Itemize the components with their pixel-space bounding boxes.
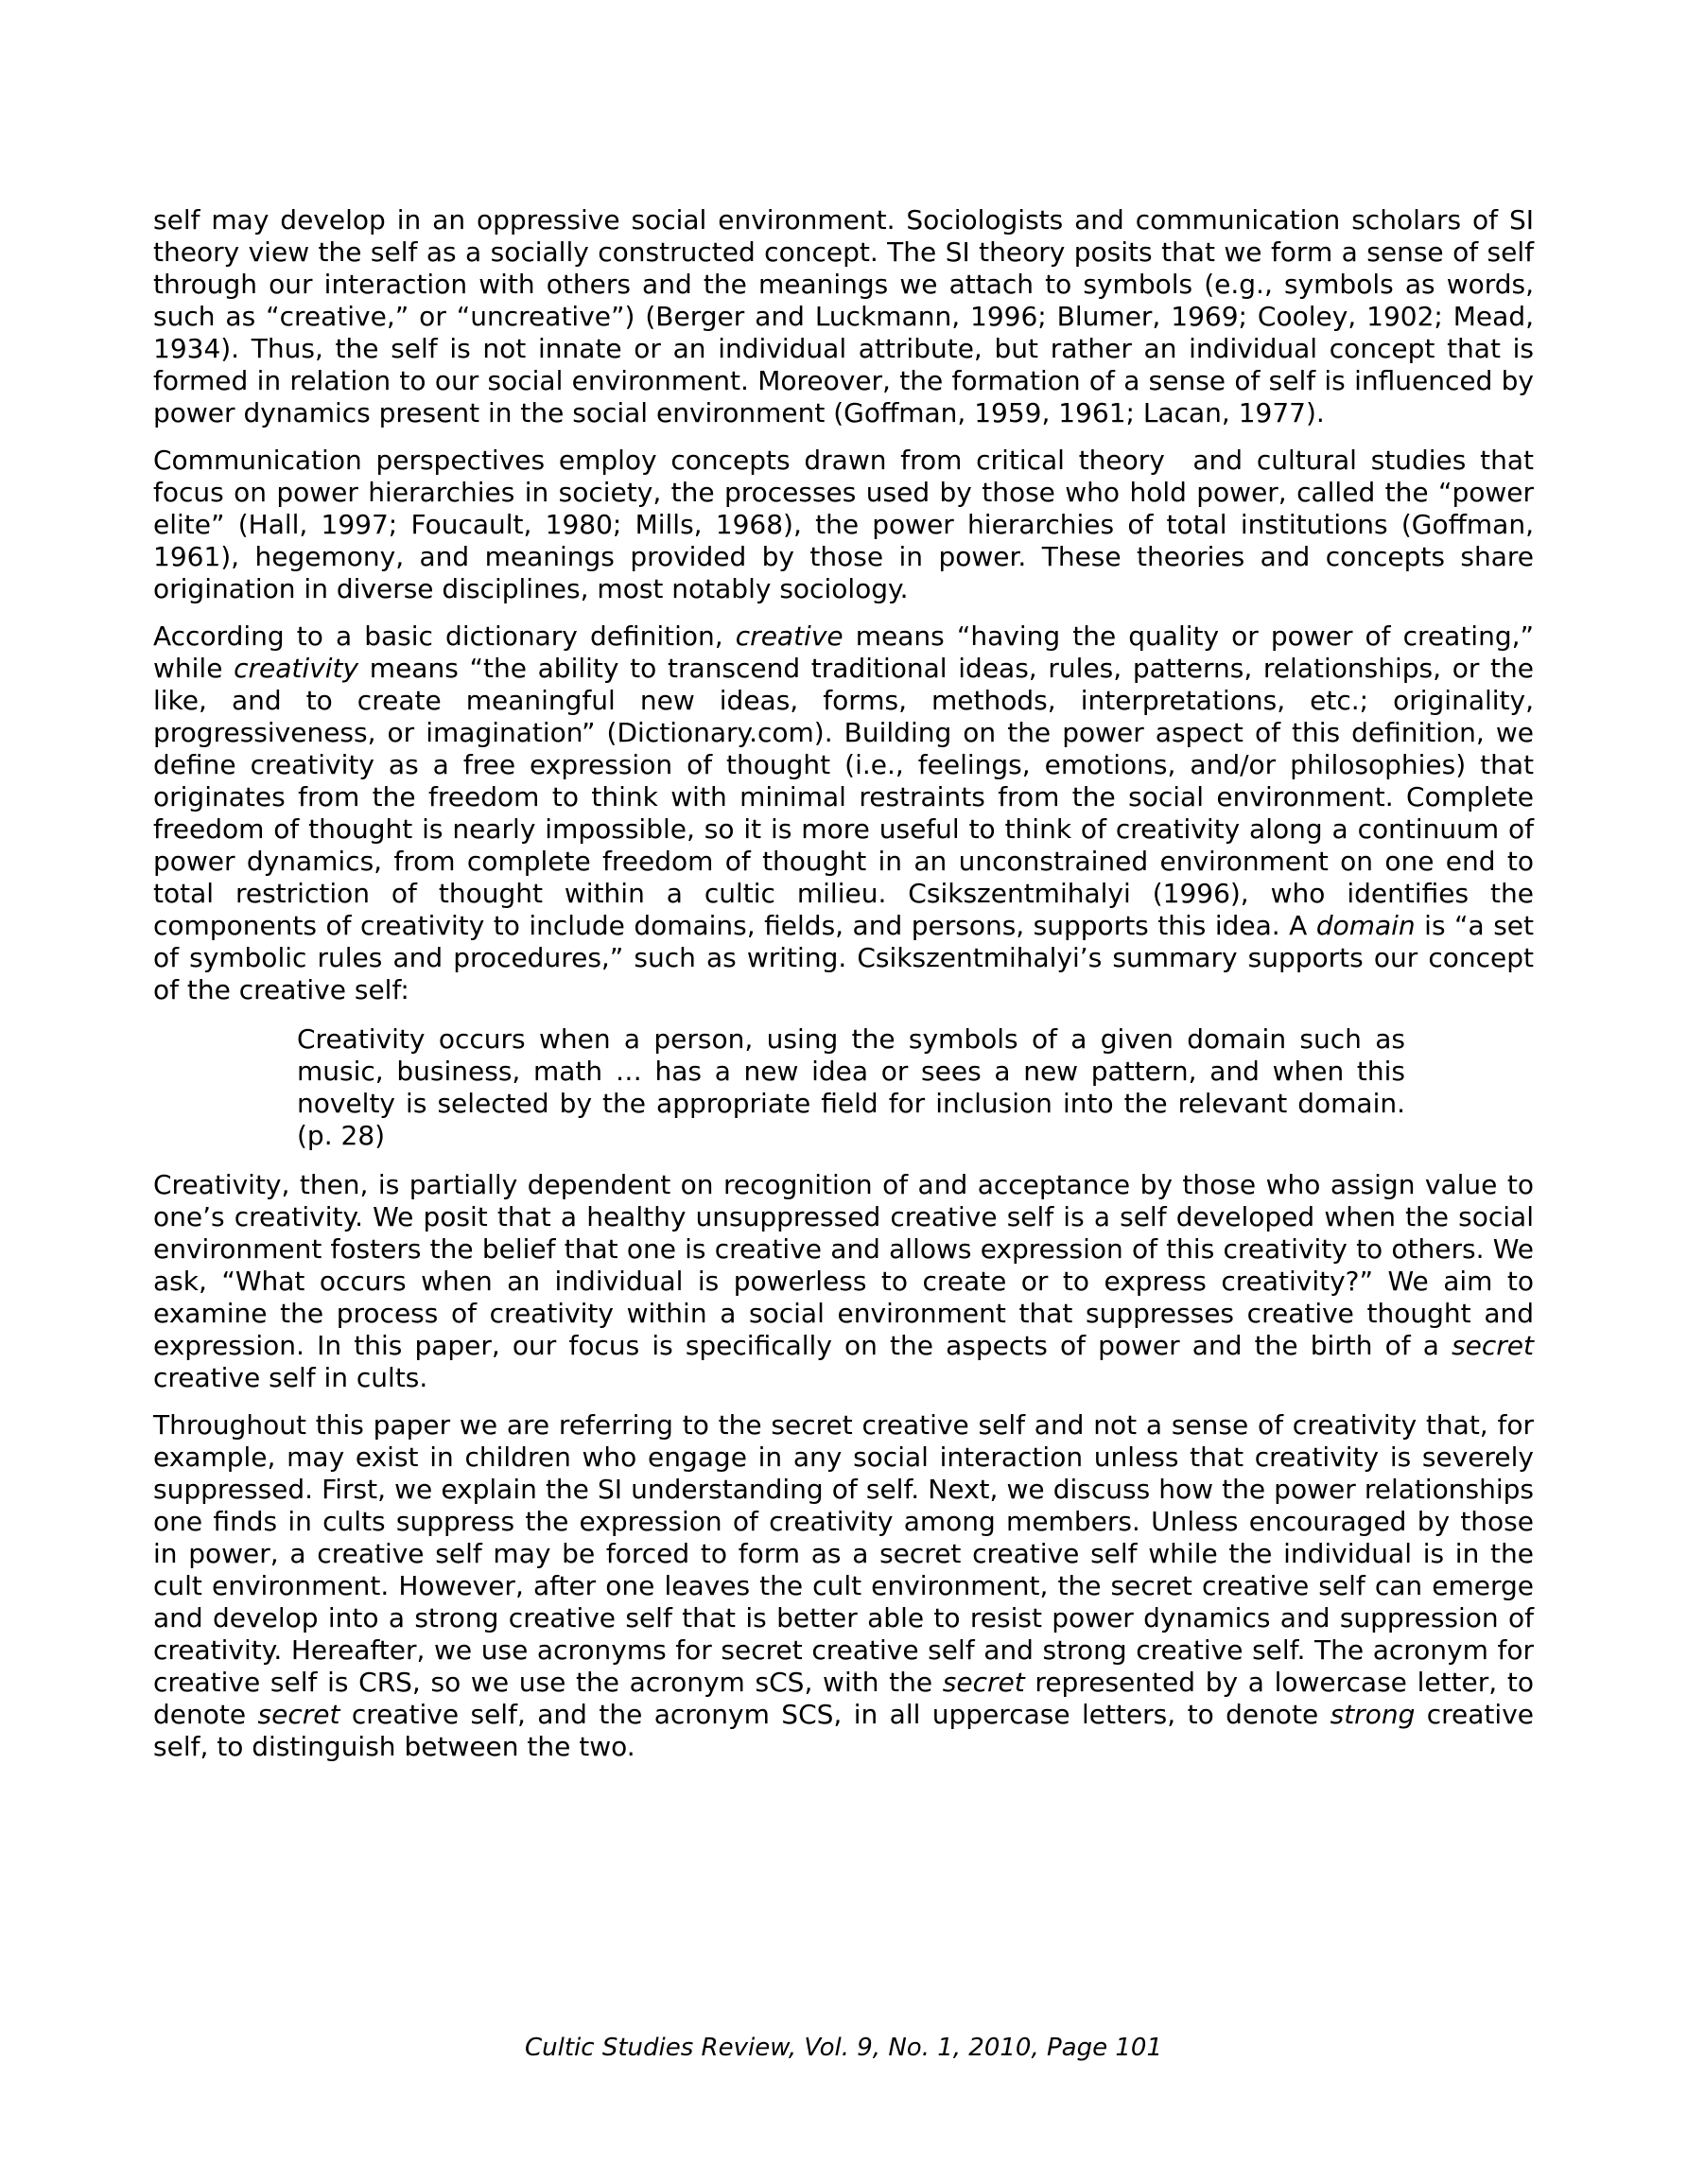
body-paragraph-5: Throughout this paper we are referring to the secret creative self and not a sense of creativity that, for example, may exist in children who engage in any social interaction unless that creativity is severely suppressed. First, we explain the SI understanding of self. Next, we discuss how the power relationships one finds in cults suppress the expression of creativity among members. Unless encouraged by those in power, a creative self may be forced to form as a secret creative self while the individual is in the cult environment. However, after one leaves the cult environment, the secret creative self can emerge and develop into a strong creative self that is better able to resist power dynamics and suppression of creativity. Hereafter, we use acronyms for secret creative self and strong creative self. The acronym for creative self is CRS, so we use the acronym sCS, with the secret represented by a lowercase letter, to denote secret creative self, and the acronym SCS, in all uppercase letters, to denote strong creative self, to distinguish between the two. bbox=[153, 1409, 1534, 1762]
document-body bbox=[153, 204, 1534, 1763]
block-quote: Creativity occurs when a person, using the symbols of a given domain such as music, business, math … has a new idea or sees a new pattern, and when this novelty is selected by the appropriate field for inclusion into the relevant domain. (p. 28) bbox=[297, 1023, 1405, 1151]
body-paragraph-1: self may develop in an oppressive social environment. Sociologists and communication scholars of SI theory view the self as a socially constructed concept. The SI theory posits that we form a sense of self through our interaction with others and the meanings we attach to symbols (e.g., symbols as words, such as “creative,” or “uncreative”) (Berger and Luckmann, 1996; Blumer, 1969; Cooley, 1902; Mead, 1934). Thus, the self is not innate or an individual attribute, but rather an individual concept that is formed in relation to our social environment. Moreover, the formation of a sense of self is influenced by power dynamics present in the social environment (Goffman, 1959, 1961; Lacan, 1977). bbox=[153, 204, 1534, 428]
body-paragraph-2: Communication perspectives employ concepts drawn from critical theory and cultural studies that focus on power hierarchies in society, the processes used by those who hold power, called the “power elite” (Hall, 1997; Foucault, 1980; Mills, 1968), the power hierarchies of total institutions (Goffman, 1961), hegemony, and meanings provided by those in power. These theories and concepts share origination in diverse disciplines, most notably sociology. bbox=[153, 445, 1534, 604]
page-footer: Cultic Studies Review, Vol. 9, No. 1, 2010, Page 101 bbox=[525, 2034, 1162, 2062]
body-paragraph-3: According to a basic dictionary definition, creative means “having the quality or power of creating,” while creativity means “the ability to transcend traditional ideas, rules, patterns, relationships, or the like, and to create meaningful new ideas, forms, methods, interpretations, etc.; originality, progressiveness, or imagination” (Dictionary.com). Building on the power aspect of this definition, we define creativity as a free expression of thought (i.e., feelings, emotions, and/or philosophies) that originates from the freedom to think with minimal restraints from the social environment. Complete freedom of thought is nearly impossible, so it is more useful to think of creativity along a continuum of power dynamics, from complete freedom of thought in an unconstrained environment on one end to total restriction of thought within a cultic milieu. Csikszentmihalyi (1996), who identifies the components of creativity to include domains, fields, and persons, supports this idea. A domain is “a set of symbolic rules and procedures,” such as writing. Csikszentmihalyi’s summary supports our concept of the creative self: bbox=[153, 620, 1535, 1005]
body-paragraph-4: Creativity, then, is partially dependent on recognition of and acceptance by those who assign value to one’s creativity. We posit that a healthy unsuppressed creative self is a self developed when the social environment fosters the belief that one is creative and allows expression of this creativity to others. We ask, “What occurs when an individual is powerless to create or to express creativity?” We aim to examine the process of creativity within a social environment that suppresses creative thought and expression. In this paper, our focus is specifically on the aspects of power and the birth of a secret creative self in cults. bbox=[153, 1169, 1534, 1393]
